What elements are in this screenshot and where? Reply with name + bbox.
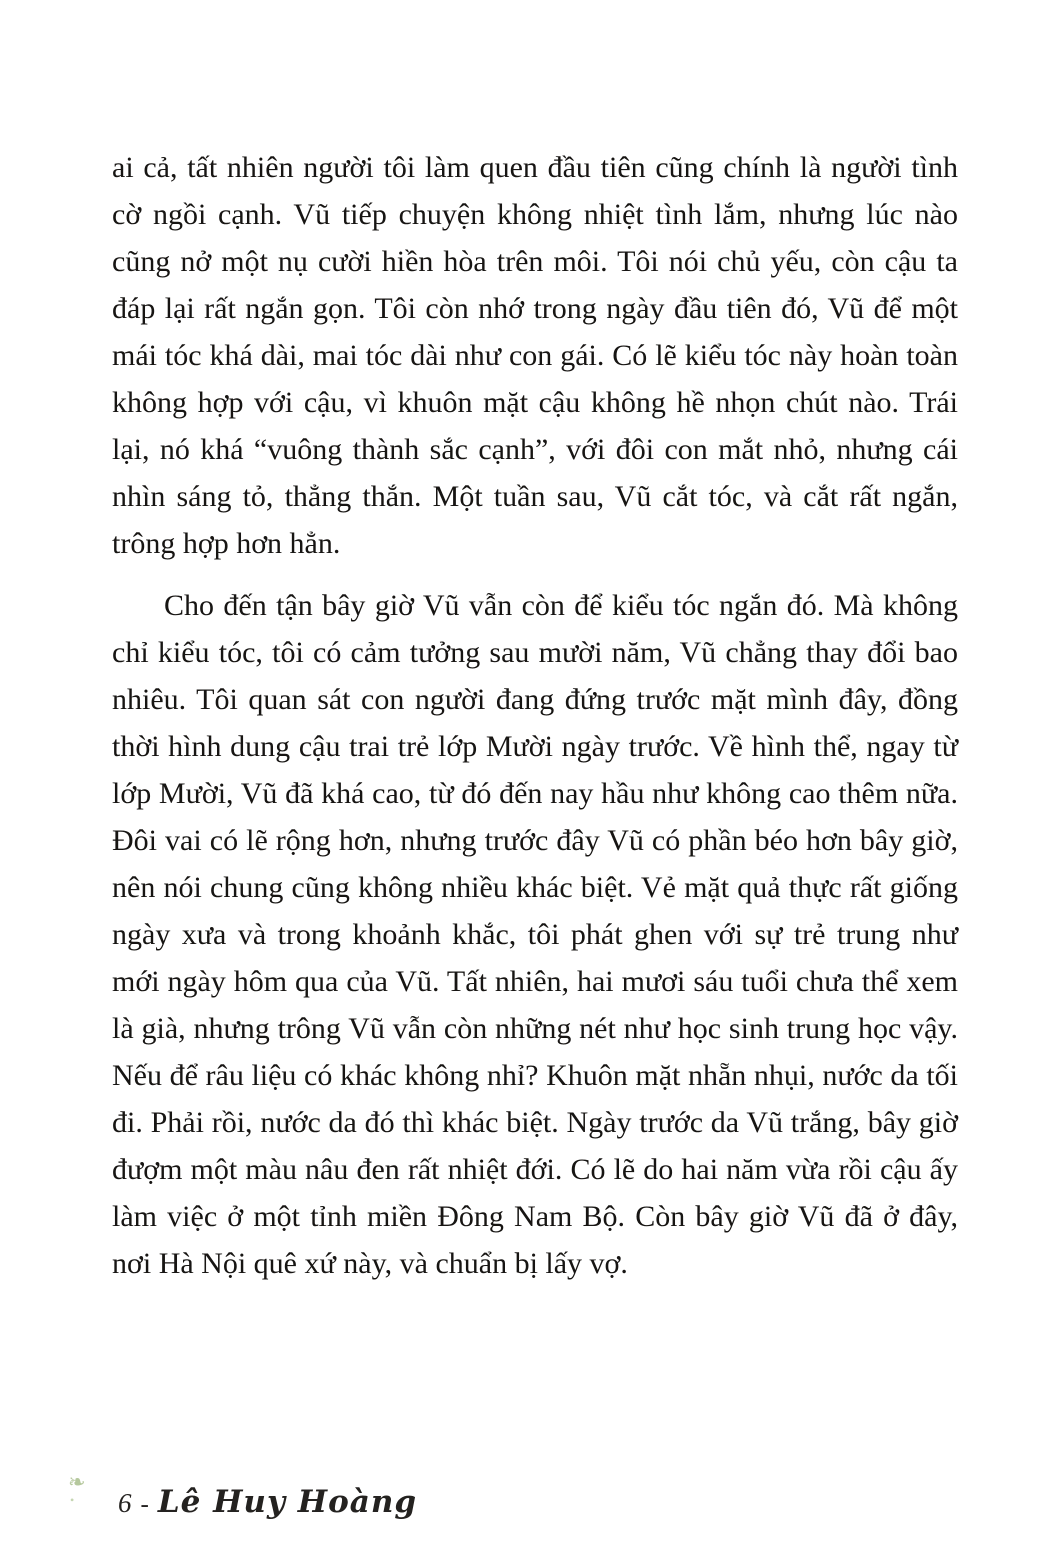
page-footer [118, 1484, 417, 1520]
body-paragraph: Cho đến tận bây giờ Vũ vẫn còn để kiểu tóc ngắn đó. Mà không chỉ kiểu tóc, tôi có cảm tưởng sau mười năm, Vũ chẳng thay đổi bao nhiêu. Tôi quan sát con người đang đứng trước mặt mình đây, đồng thời hình dung cậu trai trẻ lớp Mười ngày trước. Về hình thể, ngay từ lớp Mười, Vũ đã khá cao, từ đó đến nay hầu như không cao thêm nữa. Đôi vai có lẽ rộng hơn, nhưng trước đây Vũ có phần béo hơn bây giờ, nên nói chung cũng không nhiều khác biệt. Vẻ mặt quả thực rất giống ngày xưa và trong khoảnh khắc, tôi phát ghen với sự trẻ trung như mới ngày hôm qua của Vũ. Tất nhiên, hai mươi sáu tuổi chưa thể xem là già, nhưng trông Vũ vẫn còn những nét như học sinh trung học vậy. Nếu để râu liệu có khác không nhỉ? Khuôn mặt nhẵn nhụi, nước da tối đi. Phải rồi, nước da đó thì khác biệt. Ngày trước da Vũ trắng, bây giờ đượm một màu nâu đen rất nhiệt đới. Có lẽ do hai năm vừa rồi cậu ấy làm việc ở một tỉnh miền Đông Nam Bộ. Còn bây giờ Vũ đã ở đây, nơi Hà Nội quê xứ này, và chuẩn bị lấy vợ. [112, 589, 958, 1280]
decorative-leaf-icon: ❧ • [68, 1470, 86, 1507]
body-text-block [112, 144, 958, 1287]
footer-separator: - [140, 1491, 149, 1518]
page-number: 6 [118, 1488, 132, 1518]
body-paragraph: ai cả, tất nhiên người tôi làm quen đầu tiên cũng chính là người tình cờ ngồi cạnh. Vũ tiếp chuyện không nhiệt tình lắm, nhưng lúc nào cũng nở một nụ cười hiền hòa trên môi. Tôi nói chủ yếu, còn cậu ta đáp lại rất ngắn gọn. Tôi còn nhớ trong ngày đầu tiên đó, Vũ để một mái tóc khá dài, mai tóc dài như con gái. Có lẽ kiểu tóc này hoàn toàn không hợp với cậu, vì khuôn mặt cậu không hề nhọn chút nào. Trái lại, nó khá “vuông thành sắc cạnh”, với đôi con mắt nhỏ, nhưng cái nhìn sáng tỏ, thẳng thắn. Một tuần sau, Vũ cắt tóc, và cắt rất ngắn, trông hợp hơn hẳn. [112, 151, 958, 560]
decorative-leaf-dot: • [70, 1493, 75, 1507]
footer-author: Lê Huy Hoàng [157, 1484, 418, 1520]
